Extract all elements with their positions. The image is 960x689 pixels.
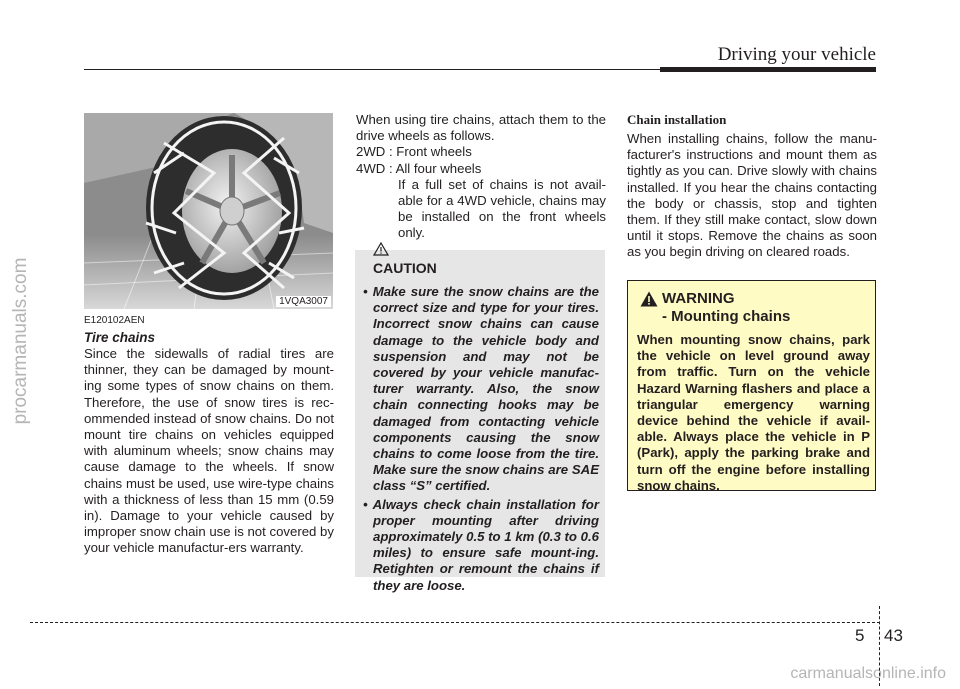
warning-box <box>627 280 876 491</box>
page-header-title: Driving your vehicle <box>717 44 876 65</box>
drive-wheels-section <box>356 112 606 242</box>
drive-row-4wd: 4WD : All four wheels <box>356 160 482 176</box>
chain-installation-section <box>627 112 877 261</box>
tire-chain-drawing <box>84 113 333 309</box>
warning-subtitle: - Mounting chains <box>662 308 791 325</box>
header-rule <box>84 69 660 70</box>
warning-triangle-icon <box>640 291 658 307</box>
bottom-watermark: carmanualsonline.info <box>790 665 946 682</box>
warning-body: When mounting snow chains, park the vehicle on level ground away from traffic. Turn on the vehicle Hazard Warning flashers and place a triangular emergency warning device behind the vehicle if avail-able. Always place the vehicle in P (Park), apply the parking brake and turn off the engine before installing snow chains. <box>637 332 870 493</box>
figure-code: 1VQA3007 <box>276 296 331 307</box>
caution-title-wrap <box>373 260 437 276</box>
tire-chain-illustration <box>84 113 333 309</box>
caution-item: • Make sure the snow chains are the correct size and type for your tires. Incorrect snow chains can cause damage to the vehicle body and suspension and may not be covered by your vehicle manufac-turer warranty. Also, the snow chain connecting hooks may be damaged from contacting vehicle components causing the snow chains to come loose from the tire. Make sure the snow chains are SAE class “S” certified. <box>363 284 599 494</box>
caution-box <box>355 250 605 593</box>
header-rule-thick <box>660 67 876 72</box>
side-watermark: procarmanuals.com <box>10 257 31 425</box>
chain-installation-heading: Chain installation <box>627 112 727 127</box>
footer-rule <box>30 622 880 623</box>
footer-divider <box>879 606 880 686</box>
chain-installation-body: When installing chains, follow the manu-facturer's instructions and mount them as tightly as you can. Drive slowly with chains installed. If you hear the chains contacting the body or chassis, stop and tighten them. If they still make contact, slow down until it stops. Remove the chains as soon as you begin driving on cleared roads. <box>627 131 877 260</box>
drive-note-4wd: If a full set of chains is not avail-able for a 4WD vehicle, chains may be installed on the front wheels only. <box>398 176 606 241</box>
drive-wheels-intro: When using tire chains, attach them to the drive wheels as follows. <box>356 112 606 144</box>
caution-item: • Always check chain installation for proper mounting after driving approximately 0.5 to 1 km (0.3 to 0.6 miles) to ensure safe mount-ing. Retighten or remount the chains if they are loose. <box>363 496 599 593</box>
tire-chains-heading: Tire chains <box>84 330 156 345</box>
section-number: 5 <box>855 626 865 645</box>
caution-title: CAUTION <box>373 260 437 276</box>
caution-list <box>363 284 599 596</box>
page-number: 43 <box>884 626 903 645</box>
drive-row-2wd: 2WD : Front wheels <box>356 144 472 160</box>
warning-title: WARNING <box>662 290 735 307</box>
tire-chains-section <box>84 315 334 557</box>
section-code: E120102AEN <box>84 315 145 326</box>
caution-triangle-icon <box>373 242 389 256</box>
tire-chains-body: Since the sidewalls of radial tires are thinner, they can be damaged by mount-ing some types of snow chains on them. Therefore, the use of snow tires is rec-ommended instead of snow chains. Do not mount tire chains on vehicles equipped with aluminum wheels; snow chains may cause damage to the wheels. If snow chains must be used, use wire-type chains with a thickness of less than 15 mm (0.59 in). Damage to your vehicle caused by improper snow chain use is not covered by your vehicle manufactur-ers warranty. <box>84 346 334 556</box>
